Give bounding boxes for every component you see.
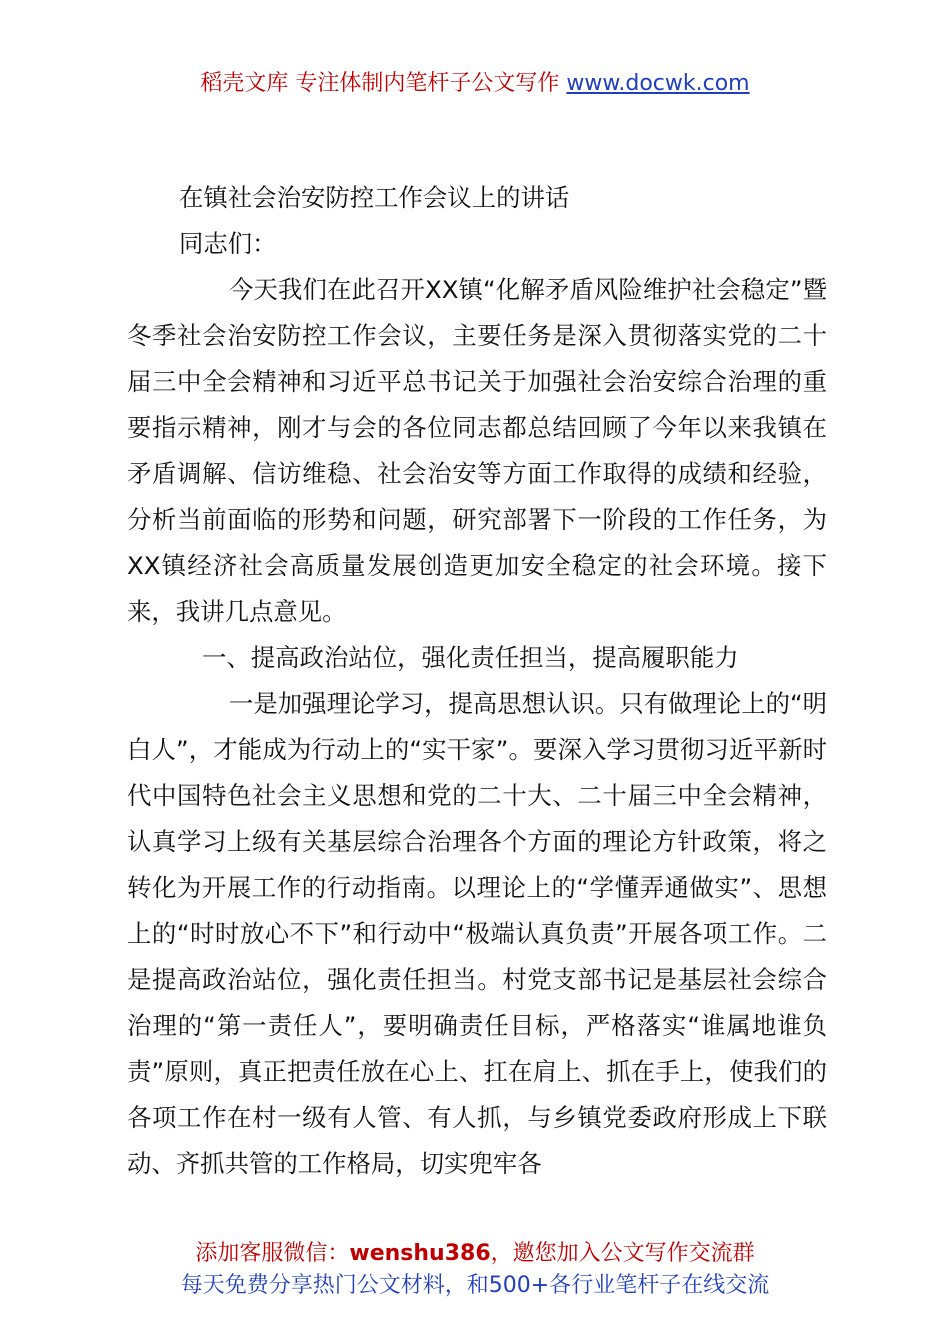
section-heading-1: 一、提高政治站位，强化责任担当，提高履职能力	[202, 643, 739, 672]
footer-wechat-suffix: ，邀您加入公文写作交流群	[490, 1241, 755, 1266]
site-header	[0, 68, 950, 100]
footer-share-line: 每天免费分享热门公文材料，和500+各行业笔杆子在线交流	[180, 1273, 770, 1298]
footer-wechat-line	[0, 1238, 950, 1270]
intro-paragraph: 今天我们在此召开XX镇“化解矛盾风险维护社会稳定”暨冬季社会治安防控工作会议，主要任务是深入贯彻落实党的二十届三中全会精神和习近平总书记关于加强社会治安综合治理的重要指示精神，刚才与会的各位同志都总结回顾了今年以来我镇在矛盾调解、信访维稳、社会治安等方面工作取得的成绩和经验，分析当前面临的形势和问题，研究部署下一阶段的工作任务，为XX镇经济社会高质量发展创造更加安全稳定的社会环境。接下来，我讲几点意见。	[127, 275, 827, 626]
promo-footer	[0, 1238, 950, 1302]
footer-wechat-prefix: 添加客服微信：	[195, 1241, 350, 1266]
document-title: 在镇社会治安防控工作会议上的讲话	[179, 183, 570, 212]
site-tagline: 专注体制内笔杆子公文写作	[295, 71, 560, 96]
wechat-id: wenshu386	[349, 1241, 491, 1266]
site-url-link[interactable]: www.docwk.com	[566, 71, 750, 96]
section-body-1: 一是加强理论学习，提高思想认识。只有做理论上的“明白人”，才能成为行动上的“实干家”。要深入学习贯彻习近平新时代中国特色社会主义思想和党的二十大、二十届三中全会精神，认真学习上级有关基层综合治理各个方面的理论方针政策，将之转化为开展工作的行动指南。以理论上的“学懂弄通做实”、思想上的“时时放心不下”和行动中“极端认真负责”开展各项工作。二是提高政治站位，强化责任担当。村党支部书记是基层社会综合治理的“第一责任人”，要明确责任目标，严格落实“谁属地谁负责”原则，真正把责任放在心上、扛在肩上、抓在手上，使我们的各项工作在村一级有人管、有人抓，与乡镇党委政府形成上下联动、齐抓共管的工作格局，切实兜牢各	[127, 689, 828, 1178]
site-name: 稻壳文库	[200, 71, 289, 96]
document-body	[127, 175, 827, 1187]
salutation: 同志们：	[179, 229, 277, 258]
